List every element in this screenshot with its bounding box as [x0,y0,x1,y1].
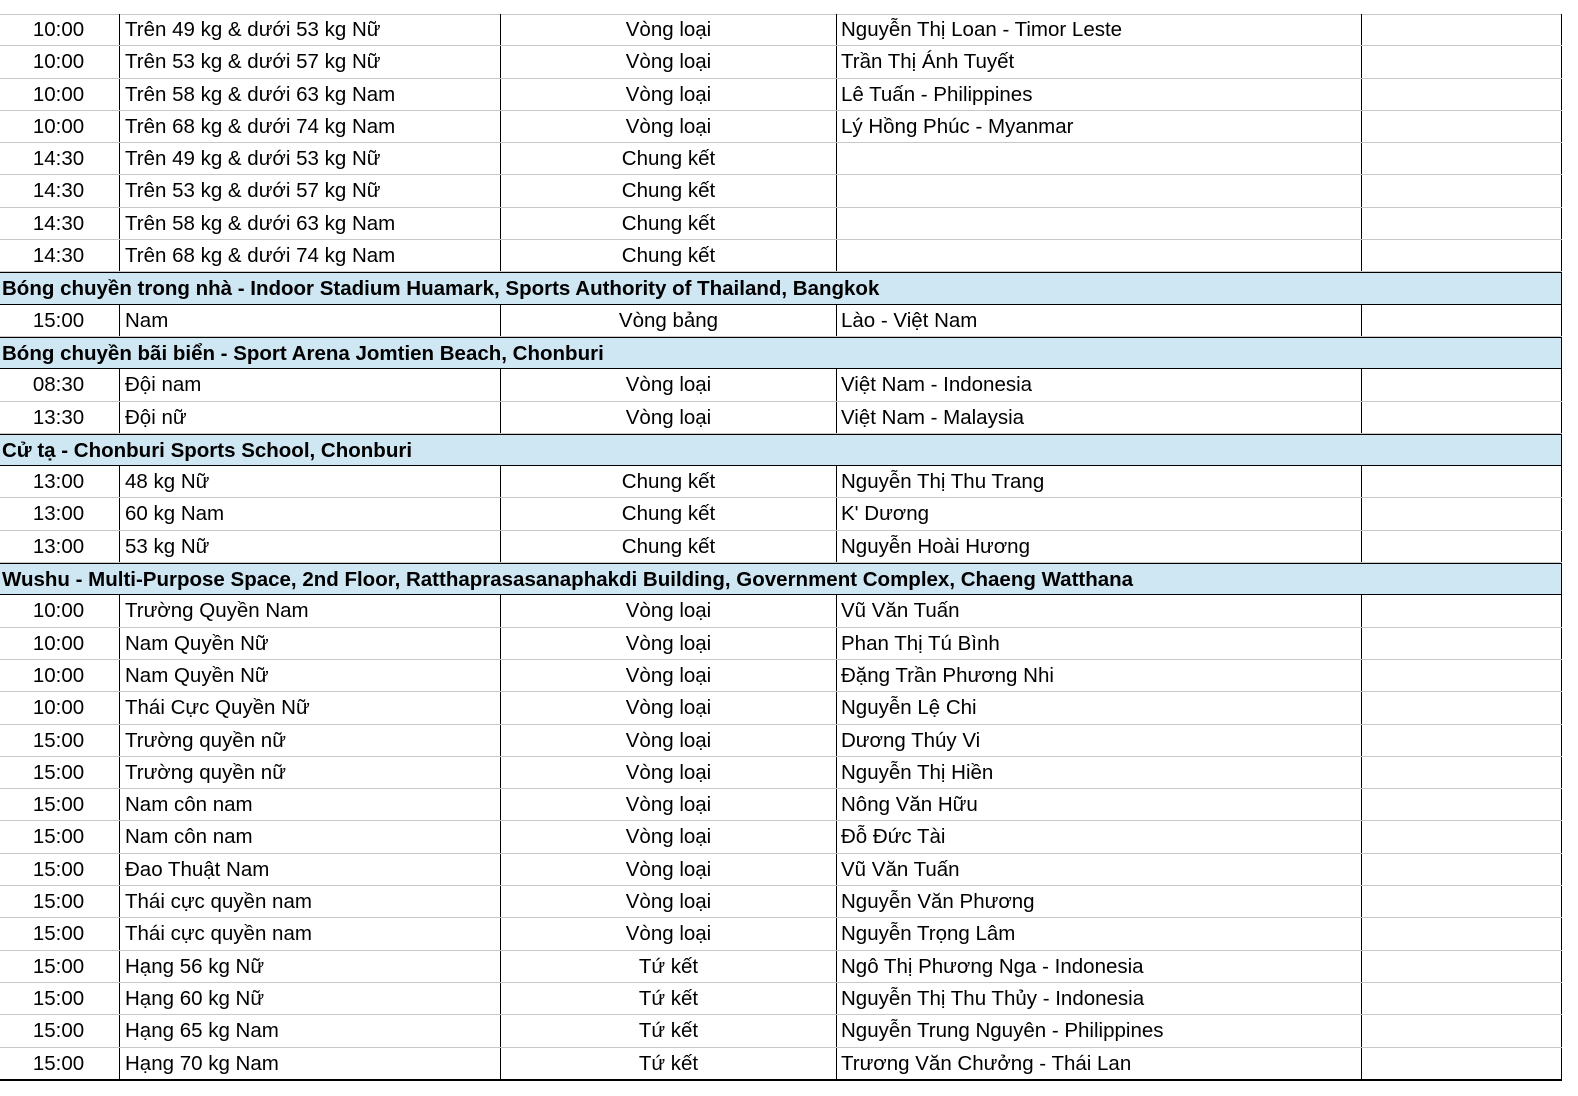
event-cell[interactable]: Trên 58 kg & dưới 63 kg Nam [119,79,500,110]
extra-cell[interactable] [1361,918,1562,949]
extra-cell[interactable] [1361,466,1562,497]
time-cell[interactable]: 15:00 [32,760,85,784]
time-cell[interactable]: 15:00 [32,728,85,752]
round-cell[interactable]: Chung kết [500,240,836,271]
event-cell[interactable]: Thái cực quyền nam [119,918,500,949]
extra-cell[interactable] [1361,14,1562,45]
table-row [0,595,1562,627]
detail-cell[interactable]: Trần Thị Ánh Tuyết [836,46,1361,77]
time-cell[interactable]: 15:00 [32,308,85,332]
table-row [0,789,1562,821]
round-cell[interactable]: Chung kết [500,175,836,206]
round-cell[interactable]: Vòng loại [500,402,836,433]
round-cell[interactable]: Vòng loại [500,111,836,142]
time-cell[interactable]: 13:00 [32,534,85,558]
detail-cell[interactable]: Đặng Trần Phương Nhi [836,660,1361,691]
round-cell[interactable]: Vòng loại [500,821,836,852]
round-cell[interactable]: Vòng loại [500,46,836,77]
event-cell[interactable]: 53 kg Nữ [119,531,500,562]
section-header[interactable] [0,337,1562,369]
detail-cell[interactable]: Lê Tuấn - Philippines [836,79,1361,110]
detail-cell[interactable] [836,175,1361,206]
round-cell[interactable]: Tứ kết [500,983,836,1014]
table-row [0,725,1562,757]
time-cell[interactable]: 08:30 [32,373,85,397]
extra-cell[interactable] [1361,854,1562,885]
extra-cell[interactable] [1361,628,1562,659]
event-cell[interactable]: Hạng 70 kg Nam [119,1048,500,1079]
time-cell[interactable]: 10:00 [32,82,85,106]
event-cell[interactable]: Đao Thuật Nam [119,854,500,885]
detail-cell[interactable]: Lào - Việt Nam [836,305,1361,336]
extra-cell[interactable] [1361,983,1562,1014]
detail-cell[interactable]: Nguyễn Trọng Lâm [836,918,1361,949]
extra-cell[interactable] [1361,725,1562,756]
time-cell[interactable]: 10:00 [32,18,85,41]
event-cell[interactable]: Trên 49 kg & dưới 53 kg Nữ [119,143,500,174]
detail-cell[interactable] [836,143,1361,174]
extra-cell[interactable] [1361,1015,1562,1046]
round-cell[interactable]: Vòng loại [500,757,836,788]
section-title: Wushu - Multi-Purpose Space, 2nd Floor, Ratthaprasasanaphakdi Building, Government Complex, Chaeng Watthana [2,568,1134,592]
time-cell[interactable]: 13:00 [32,502,85,526]
table-row [0,628,1562,660]
time-cell[interactable]: 15:00 [32,857,85,881]
event-cell[interactable]: Hạng 56 kg Nữ [119,951,500,982]
table-row [0,854,1562,886]
event-cell[interactable]: Trên 68 kg & dưới 74 kg Nam [119,111,500,142]
round-cell[interactable]: Vòng loại [500,789,836,820]
detail-cell[interactable]: Nguyễn Trung Nguyên - Philippines [836,1015,1361,1046]
time-cell[interactable]: 14:30 [32,211,85,235]
detail-cell[interactable]: Nguyễn Lệ Chi [836,692,1361,723]
table-row [0,660,1562,692]
event-cell[interactable]: Nam Quyền Nữ [119,660,500,691]
event-cell[interactable]: Đội nữ [119,402,500,433]
event-cell[interactable]: Thái Cực Quyền Nữ [119,692,500,723]
detail-cell[interactable]: Nguyễn Hoài Hương [836,531,1361,562]
time-cell[interactable]: 14:30 [32,179,85,203]
table-row [0,692,1562,724]
extra-cell[interactable] [1361,369,1562,400]
extra-cell[interactable] [1361,305,1562,336]
round-cell[interactable]: Vòng loại [500,628,836,659]
round-cell[interactable]: Chung kết [500,531,836,562]
detail-cell[interactable]: Nguyễn Thị Loan - Timor Leste [836,14,1361,45]
extra-cell[interactable] [1361,789,1562,820]
section-header[interactable] [0,434,1562,466]
table-row [0,951,1562,983]
extra-cell[interactable] [1361,46,1562,77]
section-header[interactable] [0,272,1562,304]
time-cell[interactable]: 10:00 [32,696,85,720]
round-cell[interactable]: Chung kết [500,143,836,174]
detail-cell[interactable]: Trương Văn Chưởng - Thái Lan [836,1048,1361,1079]
time-cell[interactable]: 15:00 [32,793,85,817]
table-row [0,111,1562,143]
time-cell[interactable]: 15:00 [32,1019,85,1043]
table-row [0,983,1562,1015]
extra-cell[interactable] [1361,79,1562,110]
detail-cell[interactable]: Nguyễn Thị Thu Trang [836,466,1361,497]
round-cell[interactable]: Vòng loại [500,79,836,110]
event-cell[interactable]: Trường quyền nữ [119,757,500,788]
extra-cell[interactable] [1361,951,1562,982]
table-row [0,531,1562,563]
table-row [0,821,1562,853]
extra-cell[interactable] [1361,660,1562,691]
extra-cell[interactable] [1361,208,1562,239]
round-cell[interactable]: Tứ kết [500,1048,836,1079]
event-cell[interactable]: Thái cực quyền nam [119,886,500,917]
time-cell[interactable]: 10:00 [32,631,85,655]
schedule-table [0,14,1562,1080]
section-title: Bóng chuyền bãi biển - Sport Arena Jomtien Beach, Chonburi [2,341,604,365]
section-title: Bóng chuyền trong nhà - Indoor Stadium Huamark, Sports Authority of Thailand, Bangkok [2,277,880,301]
detail-cell[interactable] [836,208,1361,239]
event-cell[interactable]: Trên 58 kg & dưới 63 kg Nam [119,208,500,239]
detail-cell[interactable]: Đỗ Đức Tài [836,821,1361,852]
event-cell[interactable]: Trên 53 kg & dưới 57 kg Nữ [119,175,500,206]
time-cell[interactable]: 14:30 [32,244,85,268]
detail-cell[interactable]: Nông Văn Hữu [836,789,1361,820]
time-cell[interactable]: 13:30 [32,405,85,429]
detail-cell[interactable]: Nguyễn Văn Phương [836,886,1361,917]
table-row [0,305,1562,337]
round-cell[interactable]: Tứ kết [500,1015,836,1046]
round-cell[interactable]: Vòng loại [500,369,836,400]
extra-cell[interactable] [1361,240,1562,271]
event-cell[interactable]: Nam côn nam [119,789,500,820]
round-cell[interactable]: Vòng loại [500,595,836,626]
extra-cell[interactable] [1361,402,1562,433]
table-row [0,498,1562,530]
extra-cell[interactable] [1361,692,1562,723]
table-row [0,369,1562,401]
extra-cell[interactable] [1361,143,1562,174]
round-cell[interactable]: Vòng loại [500,854,836,885]
event-cell[interactable]: Trên 49 kg & dưới 53 kg Nữ [119,14,500,45]
detail-cell[interactable]: Việt Nam - Malaysia [836,402,1361,433]
table-row [0,79,1562,111]
table-row [0,1015,1562,1047]
event-cell[interactable]: 60 kg Nam [119,498,500,529]
round-cell[interactable]: Chung kết [500,208,836,239]
table-row [0,175,1562,207]
event-cell[interactable]: Nam [119,305,500,336]
detail-cell[interactable]: K' Dương [836,498,1361,529]
detail-cell[interactable]: Phan Thị Tú Bình [836,628,1361,659]
event-cell[interactable]: Nam Quyền Nữ [119,628,500,659]
time-cell[interactable]: 10:00 [32,663,85,687]
detail-cell[interactable]: Việt Nam - Indonesia [836,369,1361,400]
round-cell[interactable]: Vòng loại [500,660,836,691]
event-cell[interactable]: Hạng 65 kg Nam [119,1015,500,1046]
event-cell[interactable]: Trên 53 kg & dưới 57 kg Nữ [119,46,500,77]
event-cell[interactable]: Trường quyền nữ [119,725,500,756]
extra-cell[interactable] [1361,111,1562,142]
detail-cell[interactable]: Lý Hồng Phúc - Myanmar [836,111,1361,142]
table-row [0,466,1562,498]
detail-cell[interactable]: Nguyễn Thị Thu Thủy - Indonesia [836,983,1361,1014]
event-cell[interactable]: Nam côn nam [119,821,500,852]
extra-cell[interactable] [1361,595,1562,626]
event-cell[interactable]: Hạng 60 kg Nữ [119,983,500,1014]
table-row [0,402,1562,434]
round-cell[interactable]: Vòng loại [500,918,836,949]
table-row [0,757,1562,789]
table-row [0,1048,1562,1080]
round-cell[interactable]: Vòng bảng [500,305,836,336]
table-row [0,143,1562,175]
extra-cell[interactable] [1361,821,1562,852]
section-header[interactable] [0,563,1562,595]
detail-cell[interactable]: Vũ Văn Tuấn [836,854,1361,885]
table-row [0,240,1562,272]
table-row [0,918,1562,950]
round-cell[interactable]: Vòng loại [500,14,836,45]
table-row [0,886,1562,918]
time-cell[interactable]: 15:00 [32,825,85,849]
section-title: Cử tạ - Chonburi Sports School, Chonburi [2,438,413,462]
time-cell[interactable]: 15:00 [32,1051,85,1075]
table-row [0,46,1562,78]
time-cell[interactable]: 15:00 [32,922,85,946]
round-cell[interactable]: Vòng loại [500,886,836,917]
extra-cell[interactable] [1361,498,1562,529]
extra-cell[interactable] [1361,1048,1562,1079]
table-row [0,208,1562,240]
detail-cell[interactable]: Dương Thúy Vi [836,725,1361,756]
round-cell[interactable]: Vòng loại [500,725,836,756]
detail-cell[interactable]: Ngô Thị Phương Nga - Indonesia [836,951,1361,982]
detail-cell[interactable]: Nguyễn Thị Hiền [836,757,1361,788]
time-cell[interactable]: 10:00 [32,599,85,623]
round-cell[interactable]: Chung kết [500,466,836,497]
detail-cell[interactable] [836,240,1361,271]
event-cell[interactable]: 48 kg Nữ [119,466,500,497]
event-cell[interactable]: Đội nam [119,369,500,400]
round-cell[interactable]: Chung kết [500,498,836,529]
time-cell[interactable]: 14:30 [32,147,85,171]
time-cell[interactable]: 15:00 [32,986,85,1010]
sheet-bottom-border [0,1079,1562,1081]
table-row [0,14,1562,46]
extra-cell[interactable] [1361,175,1562,206]
event-cell[interactable]: Trường Quyền Nam [119,595,500,626]
time-cell[interactable]: 13:00 [32,470,85,494]
extra-cell[interactable] [1361,886,1562,917]
round-cell[interactable]: Tứ kết [500,951,836,982]
time-cell[interactable]: 15:00 [32,954,85,978]
time-cell[interactable]: 15:00 [32,890,85,914]
extra-cell[interactable] [1361,757,1562,788]
time-cell[interactable]: 10:00 [32,114,85,138]
round-cell[interactable]: Vòng loại [500,692,836,723]
detail-cell[interactable]: Vũ Văn Tuấn [836,595,1361,626]
event-cell[interactable]: Trên 68 kg & dưới 74 kg Nam [119,240,500,271]
time-cell[interactable]: 10:00 [32,50,85,74]
extra-cell[interactable] [1361,531,1562,562]
